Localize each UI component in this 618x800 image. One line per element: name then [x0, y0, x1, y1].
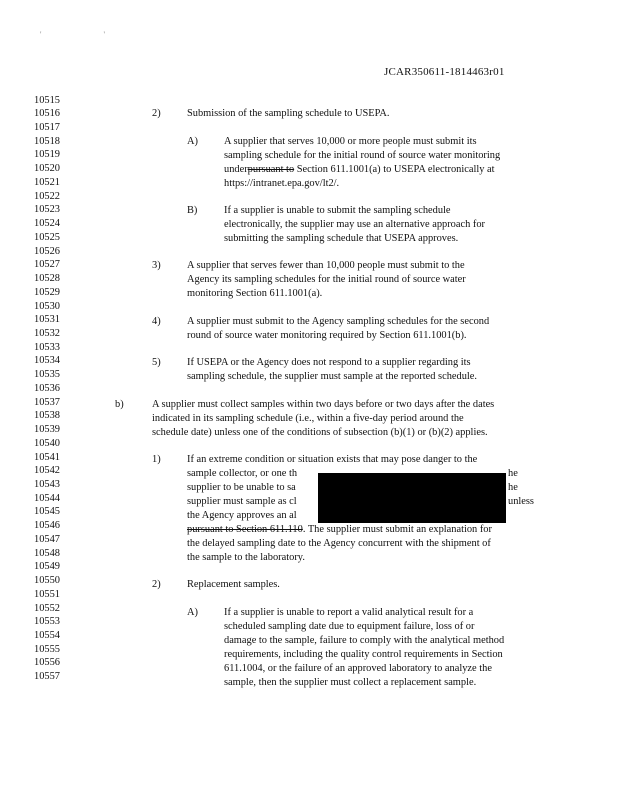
paragraph-line: 611.1004, or the failure of an approved laboratory to analyze the [224, 663, 492, 674]
paragraph-line-fragment: supplier must sample as cl [187, 496, 297, 507]
struck-text: pursuant to Section 611.110 [187, 524, 303, 535]
line-number: 10548 [34, 547, 60, 559]
paragraph-line-fragment: supplier to be unable to sa [187, 482, 296, 493]
continuation-text: Section 611.1001(a) to USEPA electronically at [294, 164, 495, 175]
line-number: 10537 [34, 396, 60, 408]
line-number: 10553 [34, 616, 60, 628]
continuation-text: . The supplier must submit an explanation for [302, 524, 492, 535]
inserted-text: under [224, 164, 248, 175]
line-number: 10543 [34, 478, 60, 490]
redaction-box [318, 473, 506, 523]
line-number: 10526 [34, 245, 60, 257]
paragraph-line-fragment: he [508, 482, 518, 493]
paragraph-line-fragment: the Agency approves an al [187, 510, 297, 521]
line-number: 10524 [34, 218, 60, 230]
line-number: 10541 [34, 451, 60, 463]
paragraph-line-fragment: he [508, 468, 518, 479]
paragraph-line-amended [224, 163, 495, 177]
line-number: 10517 [34, 122, 60, 133]
line-number: 10515 [34, 94, 60, 106]
paragraph-line: the delayed sampling date to the Agency concurrent with the shipment of [187, 538, 491, 549]
struck-text: pursuant to [247, 164, 295, 175]
item-marker: 2) [152, 579, 161, 590]
paragraph-line: electronically, the supplier may use an alternative approach for [224, 219, 485, 230]
paragraph-line: Replacement samples. [187, 579, 280, 590]
paragraph-line: A supplier that serves fewer than 10,000 people must submit to the [187, 260, 465, 271]
paragraph-line-amended [187, 523, 492, 537]
line-number: 10539 [34, 424, 60, 435]
item-marker: b) [115, 399, 124, 410]
item-marker: 4) [152, 316, 161, 327]
line-number: 10538 [34, 410, 60, 422]
paragraph-line: Agency its sampling schedules for the initial round of source water [187, 274, 466, 285]
document-id: JCAR350611-1814463r01 [384, 66, 505, 78]
item-marker: B) [187, 205, 198, 216]
line-number: 10533 [34, 341, 60, 353]
line-number: 10549 [34, 561, 60, 573]
paragraph-line: A supplier that serves 10,000 or more people must submit its [224, 136, 477, 147]
line-number: 10556 [34, 657, 60, 669]
line-number: 10519 [34, 149, 60, 161]
line-number: 10546 [34, 520, 60, 532]
paragraph-line: monitoring Section 611.1001(a). [187, 288, 323, 299]
line-number: 10540 [34, 437, 60, 449]
item-marker: A) [187, 136, 198, 147]
line-number: 10516 [34, 108, 60, 120]
line-number: 10523 [34, 204, 60, 216]
item-marker: 5) [152, 357, 161, 368]
line-number: 10535 [34, 369, 60, 381]
line-number: 10554 [34, 630, 60, 641]
line-number: 10527 [34, 259, 60, 271]
paragraph-line: A supplier must submit to the Agency sampling schedules for the second [187, 316, 490, 327]
line-number: 10550 [34, 575, 60, 586]
paragraph-line-fragment: sample collector, or one th [187, 468, 298, 479]
paragraph-line: the sample to the laboratory. [187, 552, 305, 563]
paragraph-line: sampling schedule, the supplier must sample at the reported schedule. [187, 371, 477, 382]
item-marker: 1) [152, 454, 161, 465]
paragraph-line: indicated in its sampling schedule (i.e., within a five-day period around the [152, 413, 464, 424]
line-number: 10521 [34, 176, 60, 188]
corner-marks: ' ' [40, 30, 135, 39]
paragraph-line: schedule date) unless one of the conditions of subsection (b)(1) or (b)(2) applies. [152, 427, 488, 438]
line-number: 10536 [34, 382, 60, 394]
line-number: 10531 [34, 314, 60, 326]
paragraph-line: Submission of the sampling schedule to USEPA. [187, 108, 390, 119]
line-number: 10529 [34, 286, 60, 298]
paragraph-line: requirements, including the quality control requirements in Section [224, 649, 503, 660]
line-number: 10545 [34, 506, 60, 518]
line-number: 10532 [34, 327, 60, 339]
paragraph-line: If a supplier is unable to report a valid analytical result for a [224, 607, 474, 618]
paragraph-line: sampling schedule for the initial round of source water monitoring [224, 150, 501, 161]
line-number: 10522 [34, 190, 60, 202]
line-number: 10542 [34, 465, 60, 477]
line-number: 10557 [34, 671, 60, 683]
paragraph-line: https://intranet.epa.gov/lt2/. [224, 178, 340, 189]
item-marker: A) [187, 607, 198, 618]
paragraph-line: sample, then the supplier must collect a replacement sample. [224, 677, 477, 688]
line-number: 10555 [34, 643, 60, 655]
line-number: 10525 [34, 231, 60, 243]
paragraph-line: damage to the sample, failure to comply with the analytical method [224, 635, 505, 646]
paragraph-line: A supplier must collect samples within two days before or two days after the dates [152, 399, 495, 410]
line-number: 10551 [34, 588, 60, 600]
paragraph-line: If USEPA or the Agency does not respond to a supplier regarding its [187, 357, 471, 368]
paragraph-line: If a supplier is unable to submit the sampling schedule [224, 205, 451, 216]
paragraph-line-fragment: unless [508, 496, 534, 507]
line-number: 10534 [34, 355, 60, 367]
line-number: 10520 [34, 163, 60, 175]
line-number: 10528 [34, 273, 60, 284]
line-number: 10552 [34, 602, 60, 614]
paragraph-line: scheduled sampling date due to equipment failure, loss of or [224, 621, 475, 632]
line-number: 10518 [34, 135, 60, 147]
paragraph-line: submitting the sampling schedule that USEPA approves. [224, 233, 459, 244]
line-number: 10530 [34, 300, 60, 312]
item-marker: 3) [152, 260, 161, 271]
paragraph-line: If an extreme condition or situation exists that may pose danger to the [187, 454, 478, 465]
line-number: 10544 [34, 492, 60, 504]
item-marker: 2) [152, 108, 161, 119]
line-number: 10547 [34, 533, 60, 545]
paragraph-line: round of source water monitoring required by Section 611.1001(b). [187, 330, 467, 341]
